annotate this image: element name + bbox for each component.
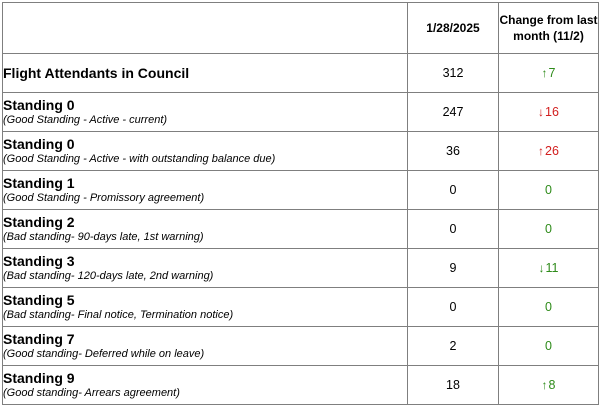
header-date-cell: [408, 3, 499, 54]
row-change-value: 8: [548, 378, 556, 392]
table-header-row: [3, 3, 599, 54]
row-value-cell: 18: [408, 366, 499, 405]
table-row: [3, 288, 599, 327]
table-row: [3, 210, 599, 249]
header-date: 1/28/2025: [426, 21, 480, 35]
row-label-cell: [3, 132, 408, 171]
row-label-cell: [3, 93, 408, 132]
row-subtitle: (Good Standing - Promissory agreement): [3, 192, 205, 204]
row-change-value: 0: [545, 222, 552, 236]
row-change-value: 0: [545, 300, 552, 314]
row-change-cell: [499, 54, 599, 93]
row-title: Standing 5: [3, 292, 75, 308]
row-change-cell: [499, 210, 599, 249]
table-row: [3, 93, 599, 132]
row-label-cell: [3, 171, 408, 210]
row-subtitle: (Bad standing- Final notice, Termination notice): [3, 309, 234, 321]
row-subtitle: (Bad standing- 120-days late, 2nd warning): [3, 270, 214, 282]
header-change-line2: month (11/2): [513, 29, 584, 43]
row-change-value: 7: [548, 66, 556, 80]
row-title: Standing 1: [3, 175, 75, 191]
row-change-cell: [499, 327, 599, 366]
row-change-cell: [499, 249, 599, 288]
header-change-cell: [499, 3, 599, 54]
table-row: [3, 249, 599, 288]
row-value-cell: 0: [408, 288, 499, 327]
row-title: Flight Attendants in Council: [3, 65, 190, 81]
row-label-cell: [3, 210, 408, 249]
row-label-cell: [3, 54, 408, 93]
row-change-value: 16: [545, 105, 559, 119]
header-blank-cell: [3, 3, 408, 54]
row-change-value: 11: [545, 261, 559, 275]
row-value-cell: 9: [408, 249, 499, 288]
row-subtitle: (Good Standing - Active - current): [3, 114, 168, 126]
table-row: [3, 171, 599, 210]
arrow-down-icon: ↓: [538, 105, 545, 119]
row-change-cell: [499, 171, 599, 210]
row-value-cell: 0: [408, 171, 499, 210]
table-row: [3, 366, 599, 405]
row-subtitle: (Bad standing- 90-days late, 1st warning): [3, 231, 204, 243]
row-value-cell: 2: [408, 327, 499, 366]
arrow-up-icon: ↑: [541, 66, 548, 80]
row-subtitle: (Good Standing - Active - with outstanding balance due): [3, 153, 276, 165]
table-row: [3, 54, 599, 93]
row-subtitle: (Good standing- Deferred while on leave): [3, 348, 205, 360]
standing-table: [2, 2, 599, 405]
arrow-down-icon: ↓: [538, 261, 545, 275]
table-row: [3, 327, 599, 366]
row-change-value: 0: [545, 339, 552, 353]
row-title: Standing 0: [3, 97, 75, 113]
row-title: Standing 7: [3, 331, 75, 347]
row-title: Standing 2: [3, 214, 75, 230]
row-title: Standing 0: [3, 136, 75, 152]
row-change-value: 26: [545, 144, 559, 158]
row-label-cell: [3, 288, 408, 327]
table-row: [3, 132, 599, 171]
row-value-cell: 247: [408, 93, 499, 132]
row-label-cell: [3, 327, 408, 366]
header-change-line1: Change from last: [499, 13, 598, 27]
row-label-cell: [3, 366, 408, 405]
row-subtitle: (Good standing- Arrears agreement): [3, 387, 180, 399]
row-value-cell: 0: [408, 210, 499, 249]
row-change-cell: [499, 288, 599, 327]
row-change-cell: [499, 366, 599, 405]
row-change-value: 0: [545, 183, 552, 197]
arrow-up-icon: ↑: [541, 378, 548, 392]
row-change-cell: [499, 93, 599, 132]
row-title: Standing 9: [3, 370, 75, 386]
row-value-cell: 36: [408, 132, 499, 171]
row-title: Standing 3: [3, 253, 75, 269]
row-change-cell: [499, 132, 599, 171]
arrow-up-icon: ↑: [538, 144, 545, 158]
row-value-cell: 312: [408, 54, 499, 93]
row-label-cell: [3, 249, 408, 288]
